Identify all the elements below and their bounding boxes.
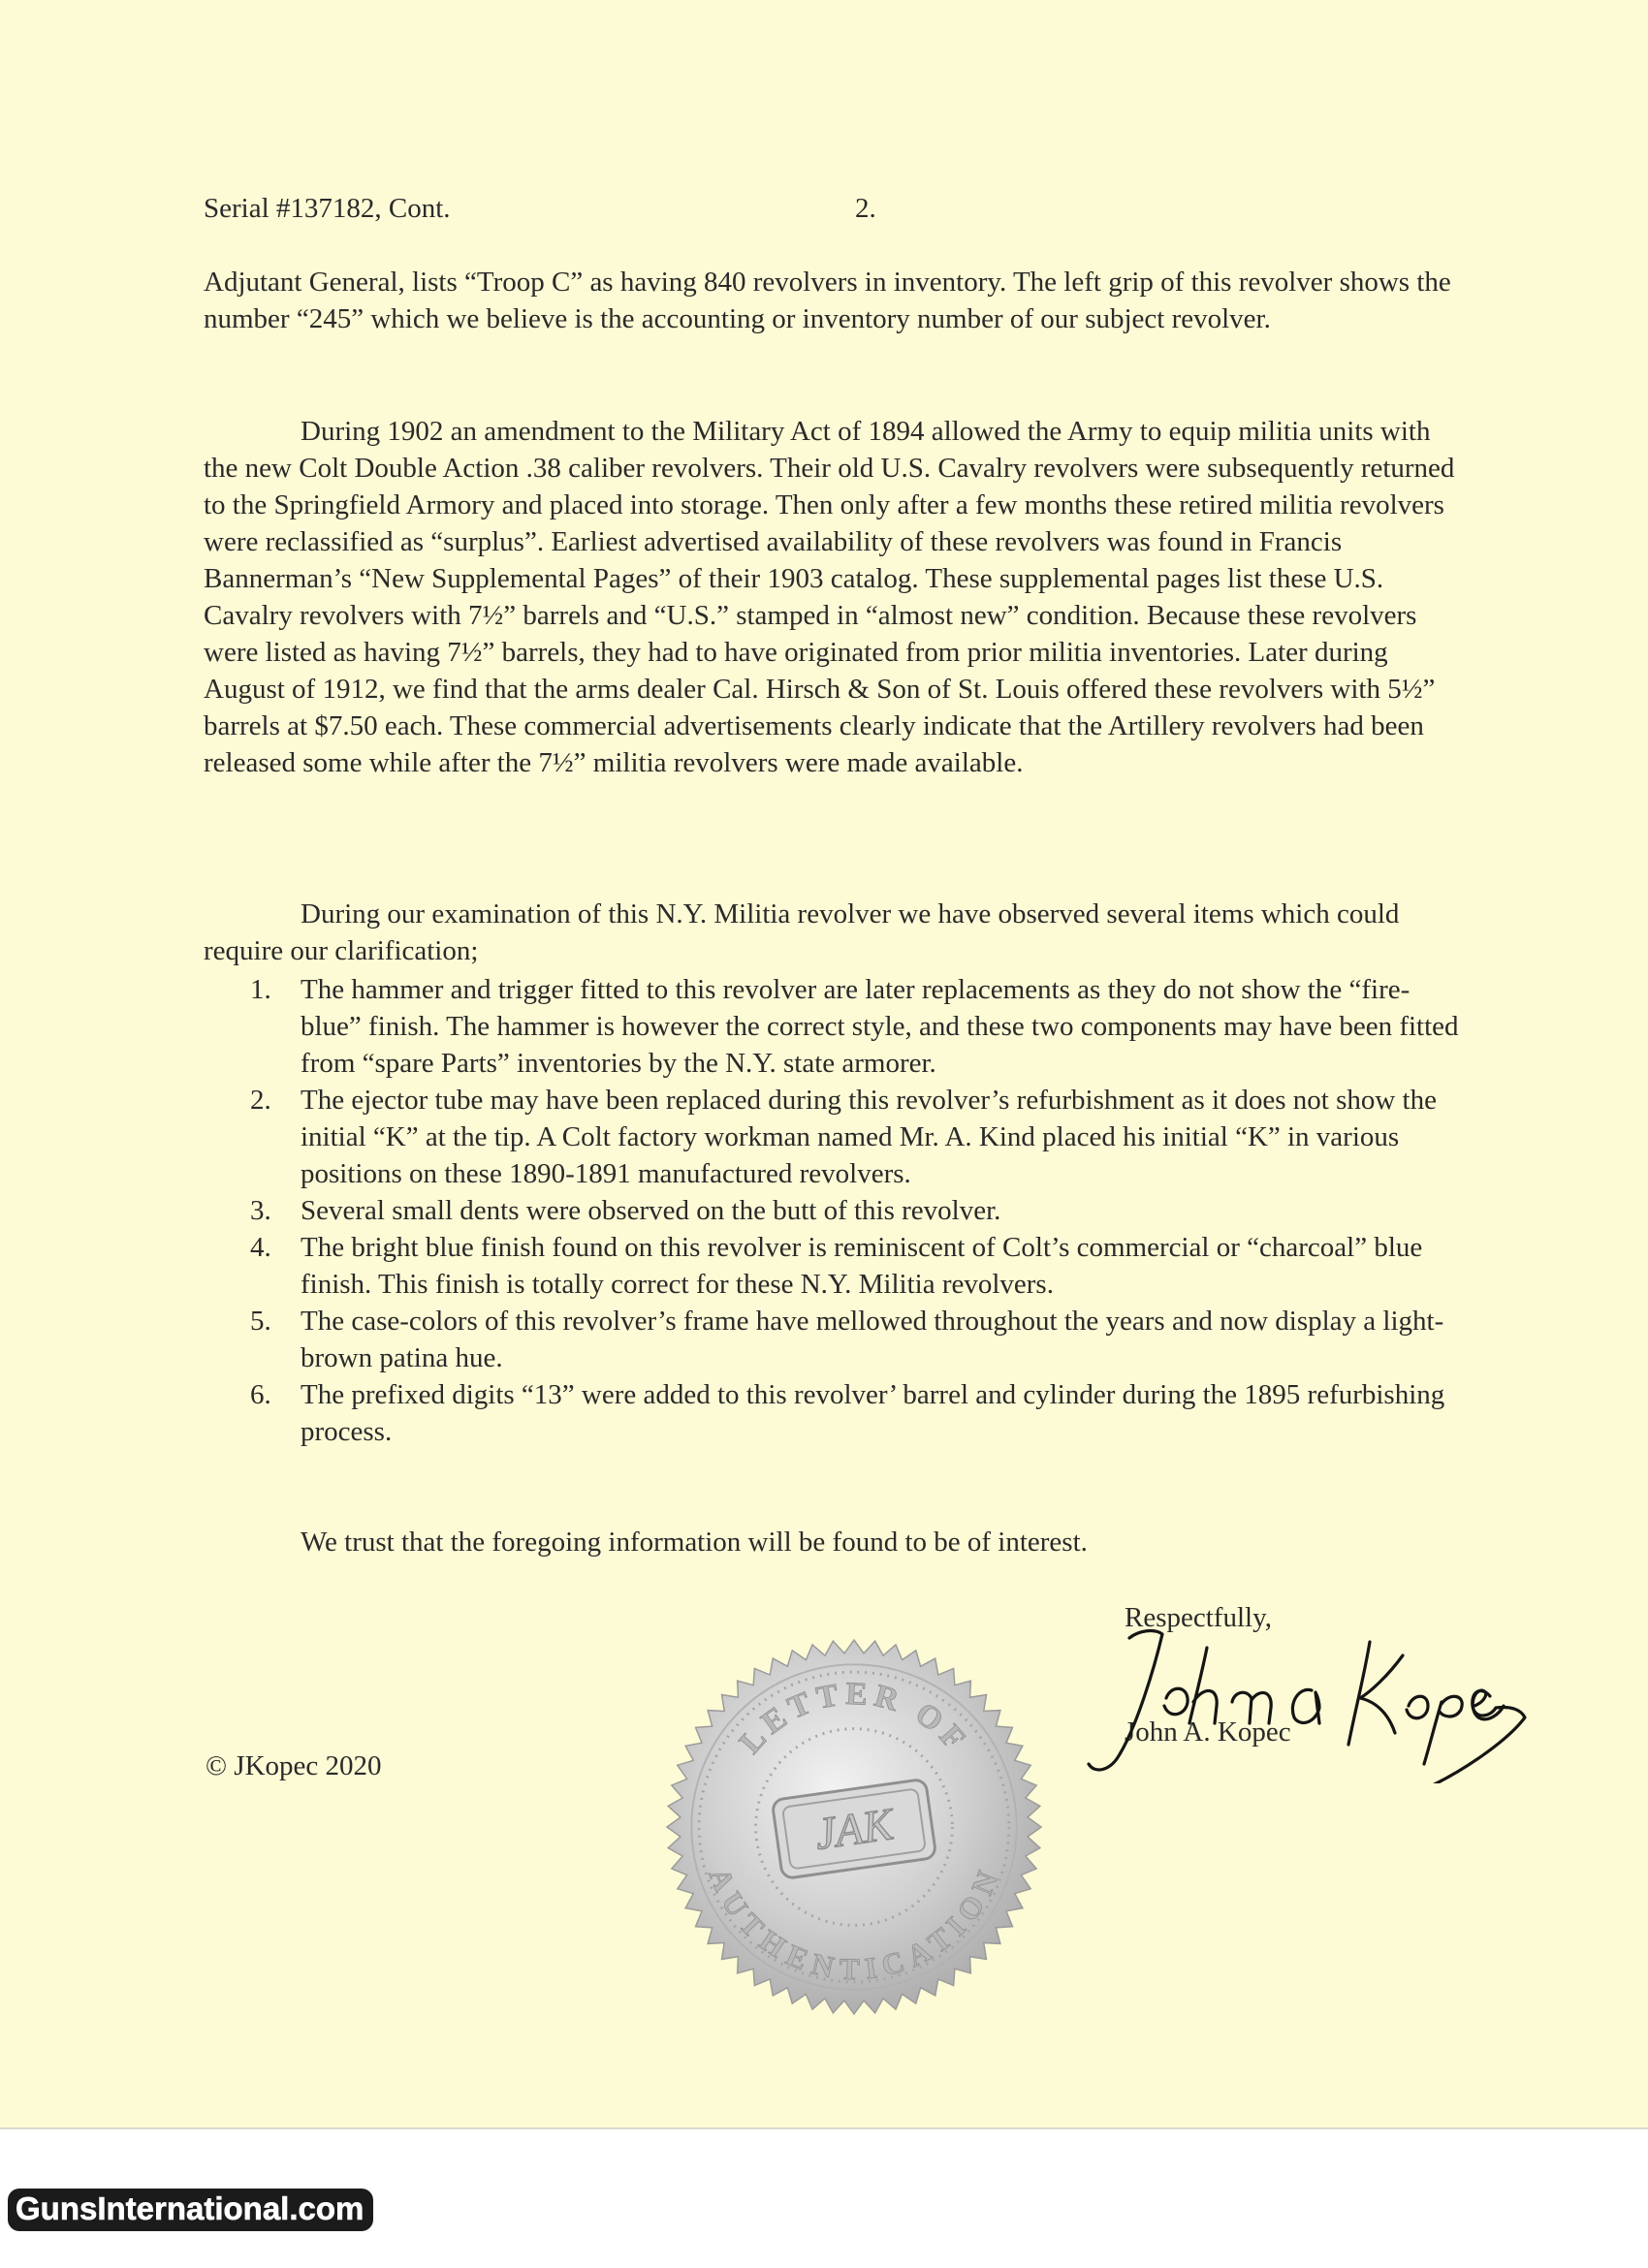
authentication-seal: [665, 1638, 1043, 2016]
seal-top-text: LETTER OF: [732, 1675, 976, 1761]
list-item: [204, 1229, 1464, 1303]
list-number: 5.: [250, 1306, 271, 1337]
site-watermark-logo: GunsInternational.com: [8, 2189, 373, 2231]
list-item: [204, 1303, 1464, 1376]
list-text: Several small dents were observed on the butt of this revolver.: [301, 1195, 1001, 1226]
observation-list: [204, 971, 1464, 1450]
page-number: 2.: [855, 193, 876, 224]
list-item: [204, 971, 1464, 1082]
paragraph-1-text: Adjutant General, lists “Troop C” as having 840 revolvers in inventory. The left grip of this revolver shows the number “245” which we believe is the accounting or inventory number of our subject revolver.: [204, 267, 1451, 334]
list-item: [204, 1376, 1464, 1450]
paragraph-2: [204, 413, 1464, 781]
handwritten-signature: [1062, 1609, 1527, 1783]
list-number: 4.: [250, 1232, 271, 1263]
list-text: The bright blue finish found on this revolver is reminiscent of Colt’s commercial or “charcoal” blue finish. This finish is totally correct for these N.Y. Militia revolvers.: [301, 1232, 1423, 1300]
paragraph-2-text: During 1902 an amendment to the Military Act of 1894 allowed the Army to equip militia units with the new Colt Double Action .38 caliber revolvers. Their old U.S. Cavalry revolvers were subsequently returned to the Springfield Armory and placed into storage. Then only after a few months these retired militia revolvers were reclassified as “surplus”. Earliest advertised availability of these revolvers was found in Francis Bannerman’s “New Supplemental Pages” of their 1903 catalog. These supplemental pages list these U.S. Cavalry revolvers with 7½” barrels and “U.S.” stamped in “almost new” condition. Because these revolvers were listed as having 7½” barrels, they had to have originated from prior militia inventories. Later during August of 1912, we find that the arms dealer Cal. Hirsch & Son of St. Louis offered these revolvers with 5½” barrels at $7.50 each. These commercial advertisements clearly indicate that the Artillery revolvers had been released some while after the 7½” militia revolvers were made available.: [204, 416, 1455, 778]
list-text: The case-colors of this revolver’s frame have mellowed throughout the years and now display a light-brown patina hue.: [301, 1306, 1444, 1373]
serial-heading: Serial #137182, Cont.: [204, 193, 451, 224]
closing-line: We trust that the foregoing information will be found to be of interest.: [301, 1527, 1088, 1558]
list-item: [204, 1082, 1464, 1192]
copyright-notice: © JKopec 2020: [206, 1750, 382, 1781]
list-number: 1.: [250, 974, 271, 1005]
list-text: The hammer and trigger fitted to this revolver are later replacements as they do not show the “fire-blue” finish. The hammer is however the correct style, and these two components may have been fitted from “spare Parts” inventories by the N.Y. state armorer.: [301, 974, 1459, 1079]
paragraph-1: [204, 264, 1464, 337]
seal-bottom-text: AUTHENTICATION: [702, 1863, 1006, 1987]
page-header: [204, 190, 1464, 229]
list-item: [204, 1192, 1464, 1229]
signer-name: John A. Kopec: [1125, 1717, 1291, 1748]
list-text: The prefixed digits “13” were added to this revolver’ barrel and cylinder during the 1895 refurbishing process.: [301, 1379, 1445, 1447]
paragraph-3: [204, 896, 1464, 969]
paragraph-3-text: During our examination of this N.Y. Militia revolver we have observed several items which could require our clarification;: [204, 898, 1400, 966]
list-text: The ejector tube may have been replaced during this revolver’s refurbishment as it does not show the initial “K” at the tip. A Colt factory workman named Mr. A. Kind placed his initial “K” in various positions on these 1890-1891 manufactured revolvers.: [301, 1085, 1437, 1189]
respectfully-text: Respectfully,: [1125, 1602, 1272, 1633]
list-number: 3.: [250, 1195, 271, 1226]
seal-monogram: JAK: [811, 1799, 897, 1860]
list-number: 6.: [250, 1379, 271, 1410]
list-number: 2.: [250, 1085, 271, 1116]
